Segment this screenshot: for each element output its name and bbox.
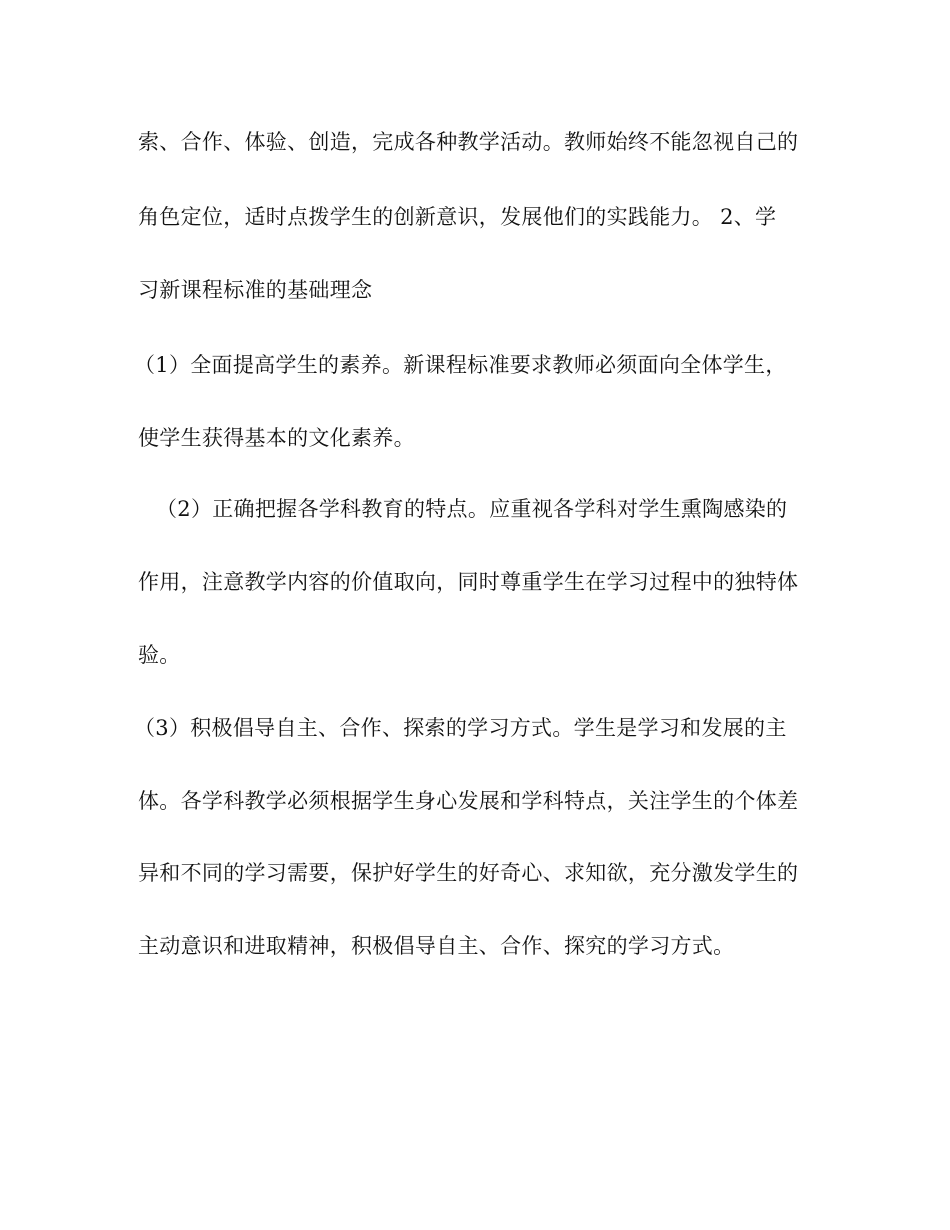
- paragraph-line: 体。各学科教学必须根据学生身心发展和学科特点，关注学生的个体差: [138, 789, 799, 813]
- paragraph-line: 索、合作、体验、创造，完成各种教学活动。教师始终不能忽视自己的: [138, 130, 799, 154]
- paragraph-line: 作用，注意教学内容的价值取向，同时尊重学生在学习过程中的独特体: [138, 570, 799, 594]
- paragraph-line: （2）正确把握各学科教育的特点。应重视各学科对学生熏陶感染的: [156, 497, 788, 521]
- paragraph-line: 验。: [138, 643, 181, 667]
- paragraph-line: 角色定位，适时点拨学生的创新意识，发展他们的实践能力。 2、学: [138, 205, 777, 229]
- paragraph-line: 主动意识和进取精神，积极倡导自主、合作、探究的学习方式。: [138, 934, 735, 958]
- paragraph-line: 习新课程标准的基础理念: [138, 278, 373, 302]
- paragraph-line: 使学生获得基本的文化素养。: [138, 426, 415, 450]
- paragraph-line: 异和不同的学习需要，保护好学生的好奇心、求知欲，充分激发学生的: [138, 861, 799, 885]
- paragraph-line: （3）积极倡导自主、合作、探索的学习方式。学生是学习和发展的主: [134, 716, 787, 740]
- paragraph-line: （1）全面提高学生的素养。新课程标准要求教师必须面向全体学生，: [134, 353, 787, 377]
